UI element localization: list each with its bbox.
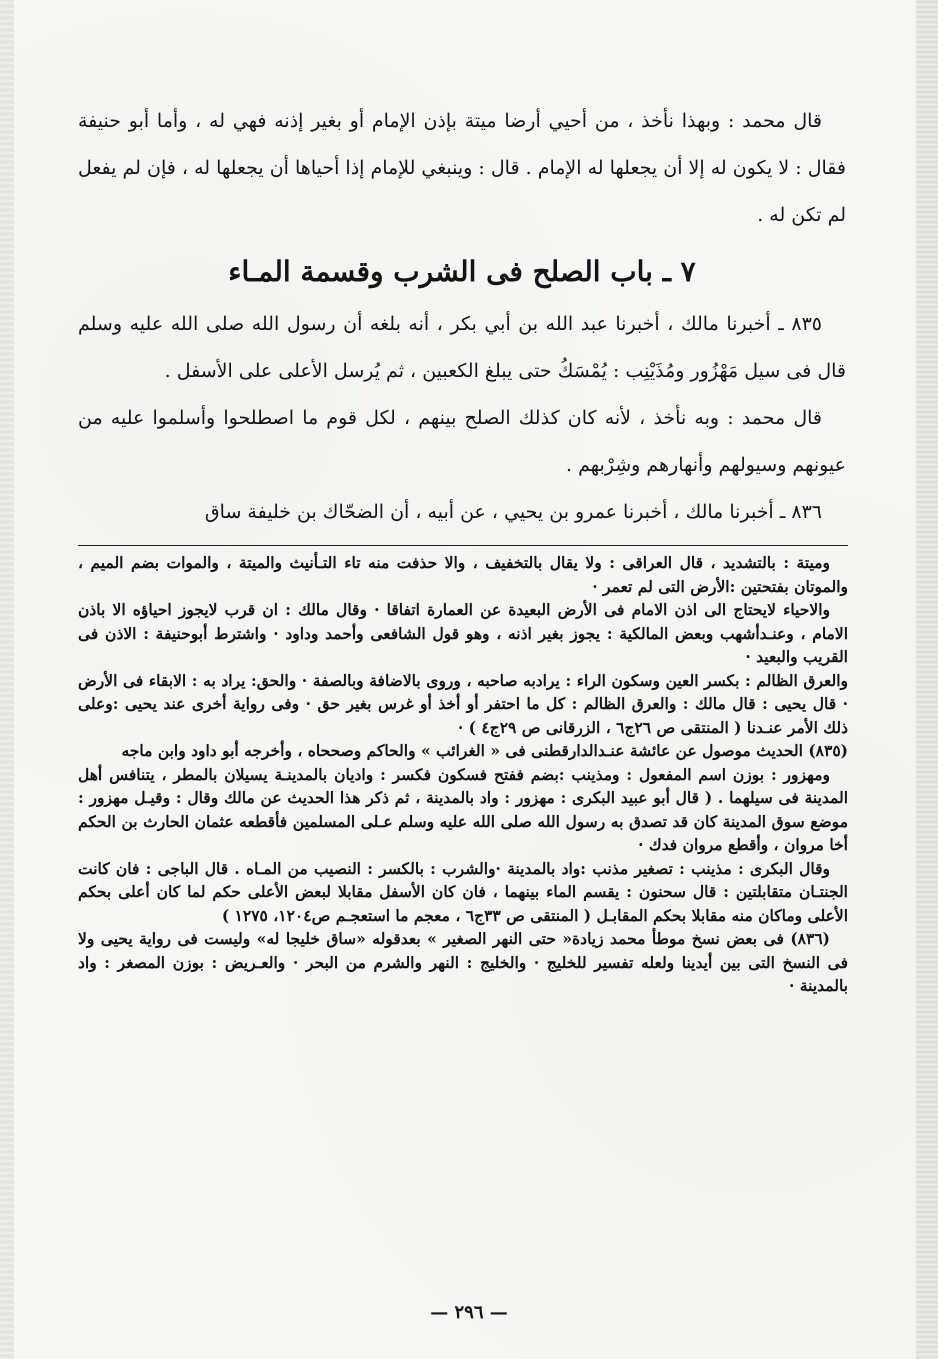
footnote: وميتة : بالتشديد ، قال العراقى : ولا يقال بالتخفيف ، والا حذفت منه تاء التـأنيث والميتة ، والموات بضم الميم ، والموتان بفتحتين :الأرض التى لم تعمر · [78, 553, 848, 596]
page-number: — ٢٩٦ — [430, 1302, 508, 1323]
scan-edge-left [0, 0, 14, 1359]
scan-edge-right [916, 0, 938, 1359]
footnote: (٨٣٦) فى بعض نسخ موطأ محمد زيادة« حتى النهر الصغير » بعدقوله «ساق خليجا له» وليست فى رواية يحيى ولا فى النسخ التى بين أيدينا ولعله تفسير للخليج · والخليج : النهر والشرم من البحر · والعـريض : بوزن المصغر : واد بالمدينة · [78, 929, 848, 995]
footnote: ومهزور : بوزن اسم المفعول : ومذينب :بضم ففتح فسكون فكسر : واديان بالمدينـة يسيلان بالمطر ، يتنافس أهل المدينة فى سيلهما . ( قال أبو عبيد البكرى : مهزور : واد بالمدينة ، ثم ذكر هذا الحديث عن مالك وقال : وقيـل مهزور : موضع سوق المدينة كان قد تصدق به رسول الله صلى الله عليه وسلم عـلى المسلمين فأقطعه عثمان الحارث بن الحكم أخا مروان ، وأقطع مروان فدك · [78, 764, 848, 854]
footnote: وقال البكرى : مذينب : تصغير مذنب :واد بالمدينة ·والشرب : بالكسر : النصيب من المـاه . قال الباجى : فان كانت الجنتـان متقابلتين : قال سحنون : يقسم الماء بينهما ، فان كان الأسفل مقابلا لبعض الأعلى حكم لما كان أعلى بحكم الأعلى وماكان منه مقابلا بحكم المقابـل ( المنتقى ص ٣٣ج٦ ، معجم ما استعجـم ص١٢٠٤، ١٢٧٥ ) [78, 858, 848, 925]
main-text [78, 98, 846, 536]
footnote-separator [78, 545, 848, 546]
footnote: (٨٣٥) الحديث موصول عن عائشة عنـدالدارقطنى فى « الغرائب » والحاكم وصححاه ، وأخرجه أبو داود وابن ماجه [121, 741, 848, 760]
footnotes [78, 551, 848, 998]
footnote: والعرق الظالم : بكسر العين وسكون الراء : يرادبه صاحبه ، وروى بالاضافة وبالصفة · والحق: يراد به : الابقاء فى الأرض · قال يحيى : قال مالك : والعرق الظالم : كل ما احتفر أو أخذ أو غرس بغير حق · وفى رواية أخرى عند يحيى :وعلى ذلك الأمر عنـدنا ( المنتقى ص ٢٦ج٦ ، الزرقانى ص ٢٩ج٤ ) · [78, 670, 848, 737]
paragraph-muhammad-ihya: قال محمد : وبهذا نأخذ ، من أحيي أرضا ميتة بإذن الإمام أو بغير إذنه فهي له ، وأما أبو حنيفة فقال : لا يكون له إلا أن يجعلها له الإمام . قال : وينبغي للإمام إذا أحياها أن يجعلها له ، فإن لم يفعل لم تكن له . [78, 110, 846, 226]
paragraph-muhammad-sulh: قال محمد : وبه نأخذ ، لأنه كان كذلك الصلح بينهم ، لكل قوم ما اصطلحوا وأسلموا عليه من عيونهم وسيولهم وأنهارهم وشِرْبهم . [78, 407, 846, 476]
footnote: والاحياء لايحتاج الى اذن الامام فى الأرض البعيدة عن العمارة اتفاقا · وقال مالك : ان قرب لايجوز احياؤه الا باذن الامام ، وعنـدأشهب وبعض المالكية : يجوز بغير اذنه ، وهو قول الشافعى وأحمد وداود · واشترط أبوحنيفة : الاذن فى القريب والبعيد · [78, 600, 848, 666]
hadith-836: ٨٣٦ ـ أخبرنا مالك ، أخبرنا عمرو بن يحيي ، عن أبيه ، أن الضحّاك بن خليفة ساق [204, 501, 822, 523]
hadith-835: ٨٣٥ ـ أخبرنا مالك ، أخبرنا عبد الله بن أبي بكر ، أنه بلغه أن رسول الله صلى الله عليه وسلم قال فى سيل مَهْزُور ومُذَيْنِب : يُمْسَكُ حتى يبلغ الكعبين ، ثم يُرسل الأعلى على الأسفل . [78, 313, 846, 382]
chapter-heading: ٧ ـ باب الصلح فى الشرب وقسمة المـاء [228, 255, 696, 288]
